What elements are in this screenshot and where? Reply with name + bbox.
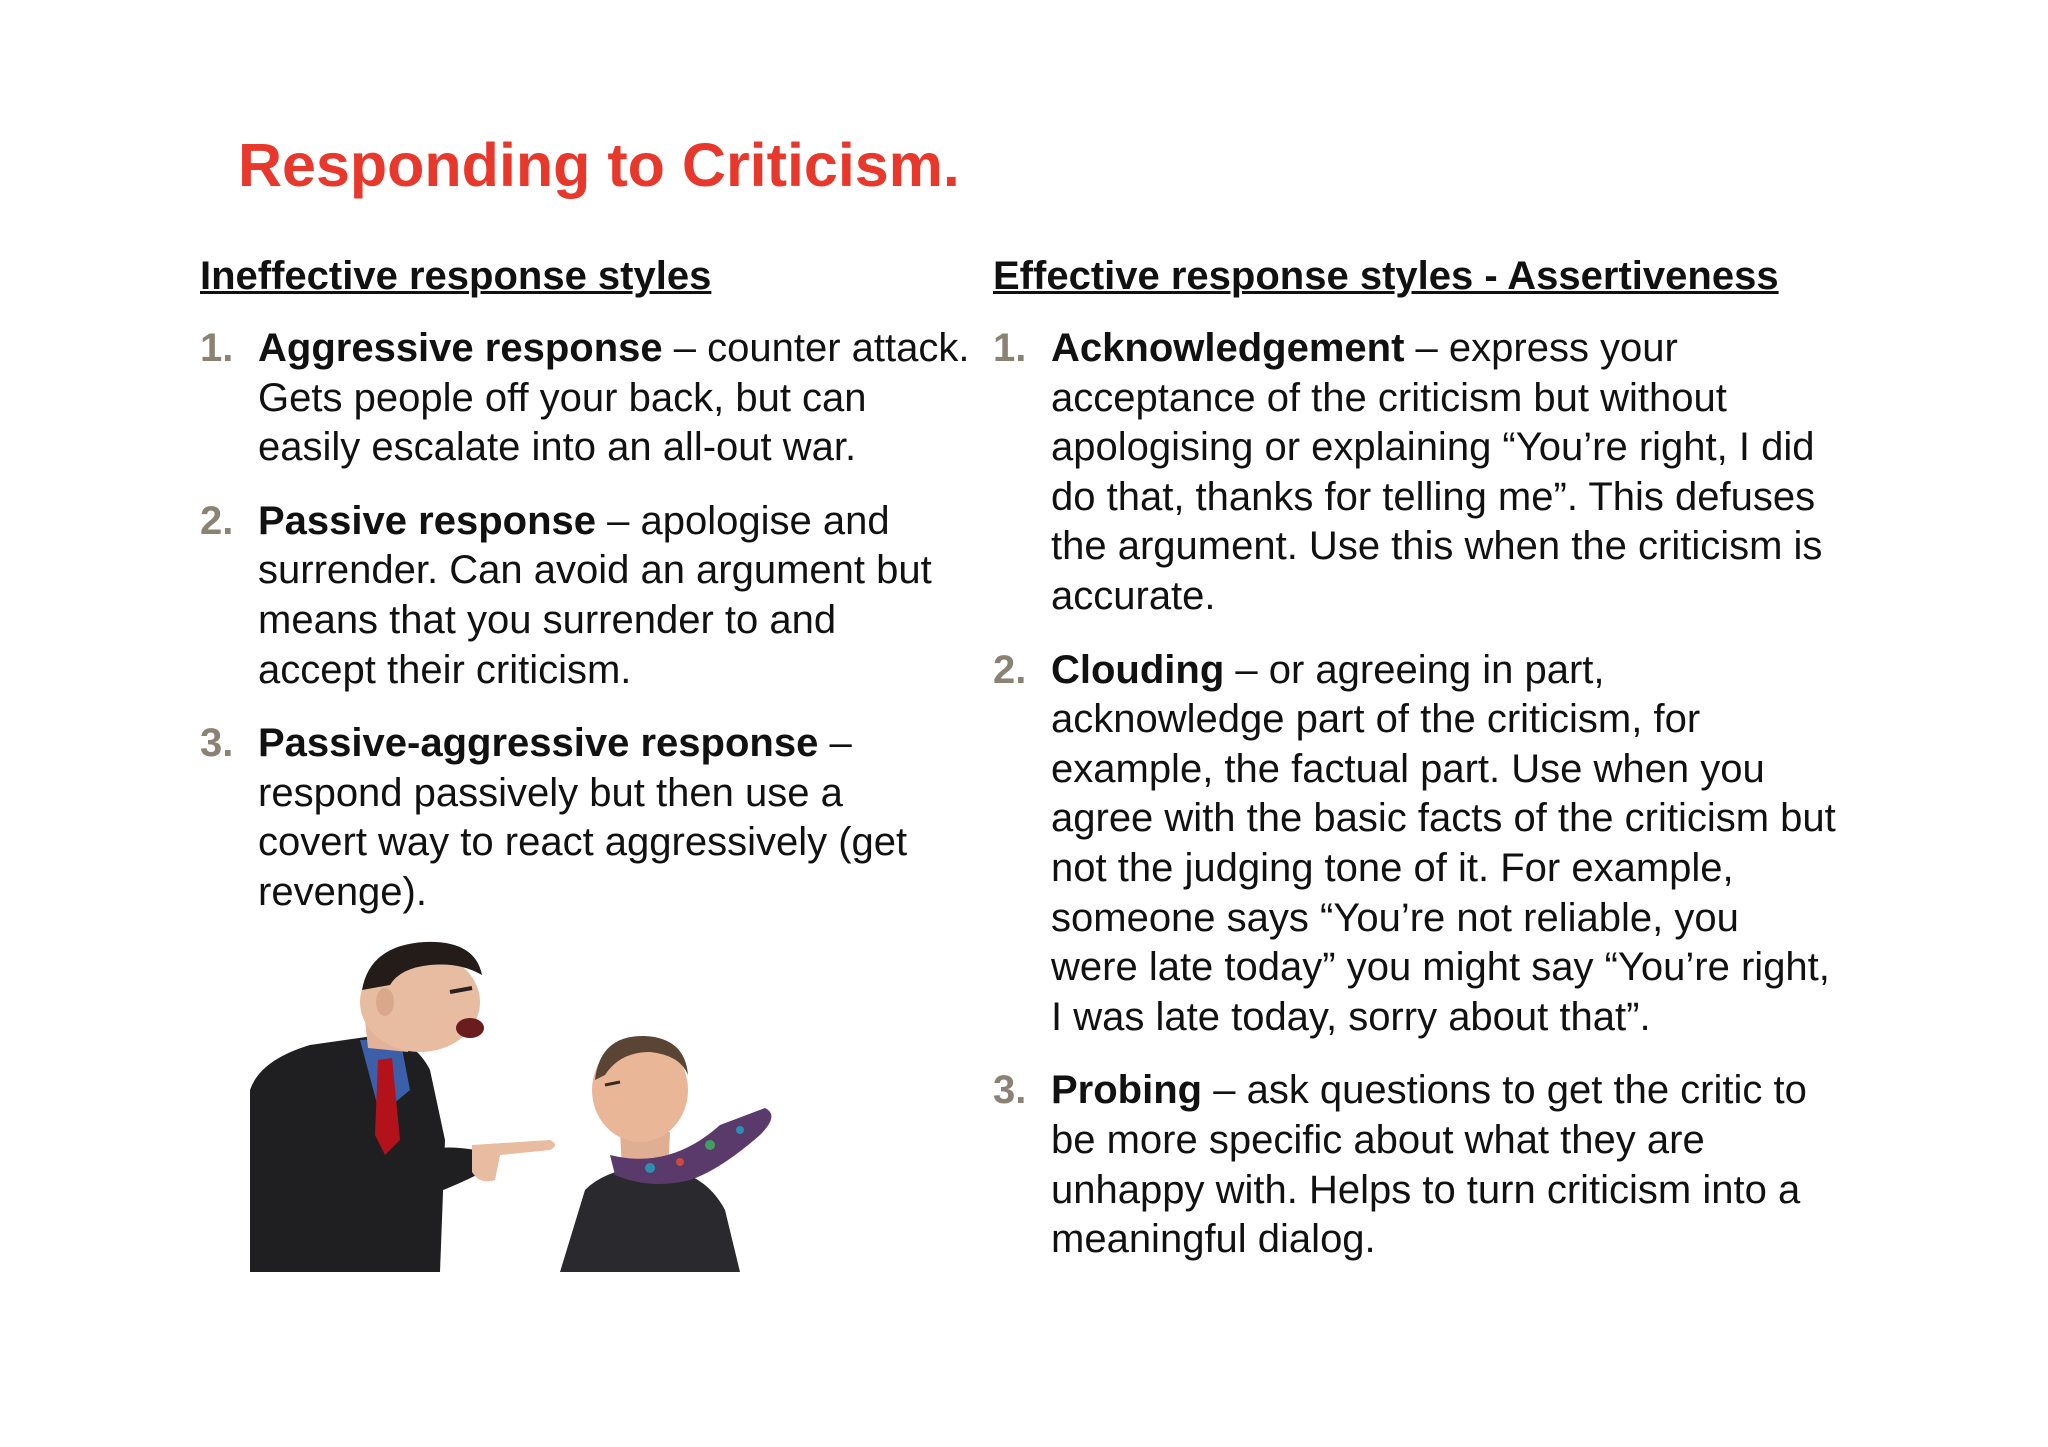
list-item (993, 646, 1893, 1043)
item-number: 1. (993, 326, 1027, 370)
effective-list (993, 324, 1893, 1265)
argument-photo (250, 940, 870, 1272)
argument-illustration (250, 940, 870, 1272)
list-item (200, 719, 970, 917)
tie-pattern (645, 1163, 655, 1173)
item-term: Passive response (258, 498, 596, 543)
list-item (200, 497, 970, 695)
ineffective-column (200, 252, 970, 942)
tie-pattern (676, 1158, 684, 1166)
item-text (1051, 324, 1856, 622)
item-number: 3. (200, 721, 234, 766)
aggressor-ear (376, 988, 394, 1016)
item-text (258, 497, 938, 695)
item-description: – apologise and surrender. Can avoid an argument but means that you surrender to and accept their criticism. (258, 498, 932, 692)
tie-pattern (705, 1140, 715, 1150)
item-term: Clouding (1051, 647, 1225, 692)
ineffective-heading: Ineffective response styles (200, 254, 712, 298)
item-description: – or agreeing in part, acknowledge part of the criticism, for example, the factual part. Use when you agree with the basic facts of the criticism but not the judging tone of it. For example, someone says “You’re not reliable, you were late today” you might say “You’re right, I was late today, sorry about that”. (1051, 647, 1836, 1039)
item-text (1051, 1066, 1851, 1264)
item-description: – respond passively but then use a covert way to react aggressively (get revenge). (258, 721, 908, 914)
item-term: Acknowledgement (1051, 326, 1405, 370)
item-number: 2. (993, 647, 1027, 692)
item-text (1051, 646, 1836, 1043)
item-text (258, 324, 970, 473)
effective-heading: Effective response styles - Assertiveness (993, 254, 1779, 298)
effective-column (993, 252, 1893, 1289)
item-term: Passive-aggressive response (258, 721, 819, 766)
list-item (200, 324, 970, 473)
item-term: Probing (1051, 1068, 1203, 1113)
item-description: – ask questions to get the critic to be more specific about what they are unhappy with. Helps to turn criticism into a meaningful dialog. (1051, 1068, 1807, 1262)
list-item (993, 324, 1893, 622)
page-title: Responding to Criticism. (238, 131, 960, 199)
item-number: 2. (200, 498, 234, 543)
aggressor-mouth (456, 1018, 484, 1038)
item-number: 1. (200, 326, 234, 370)
item-description: – express your acceptance of the criticism but without apologising or explaining “You’re right, I did do that, thanks for telling me”. This defuses the argument. Use this when the criticism is accurate. (1051, 326, 1823, 618)
list-item (993, 1066, 1893, 1264)
item-term: Aggressive response (258, 326, 663, 370)
tie-pattern (736, 1126, 744, 1134)
item-description: – counter attack. Gets people off your back, but can easily escalate into an all-out war. (258, 326, 970, 470)
item-text (258, 719, 948, 917)
ineffective-list (200, 324, 970, 918)
pointing-hand (472, 1140, 555, 1181)
item-number: 3. (993, 1068, 1027, 1113)
